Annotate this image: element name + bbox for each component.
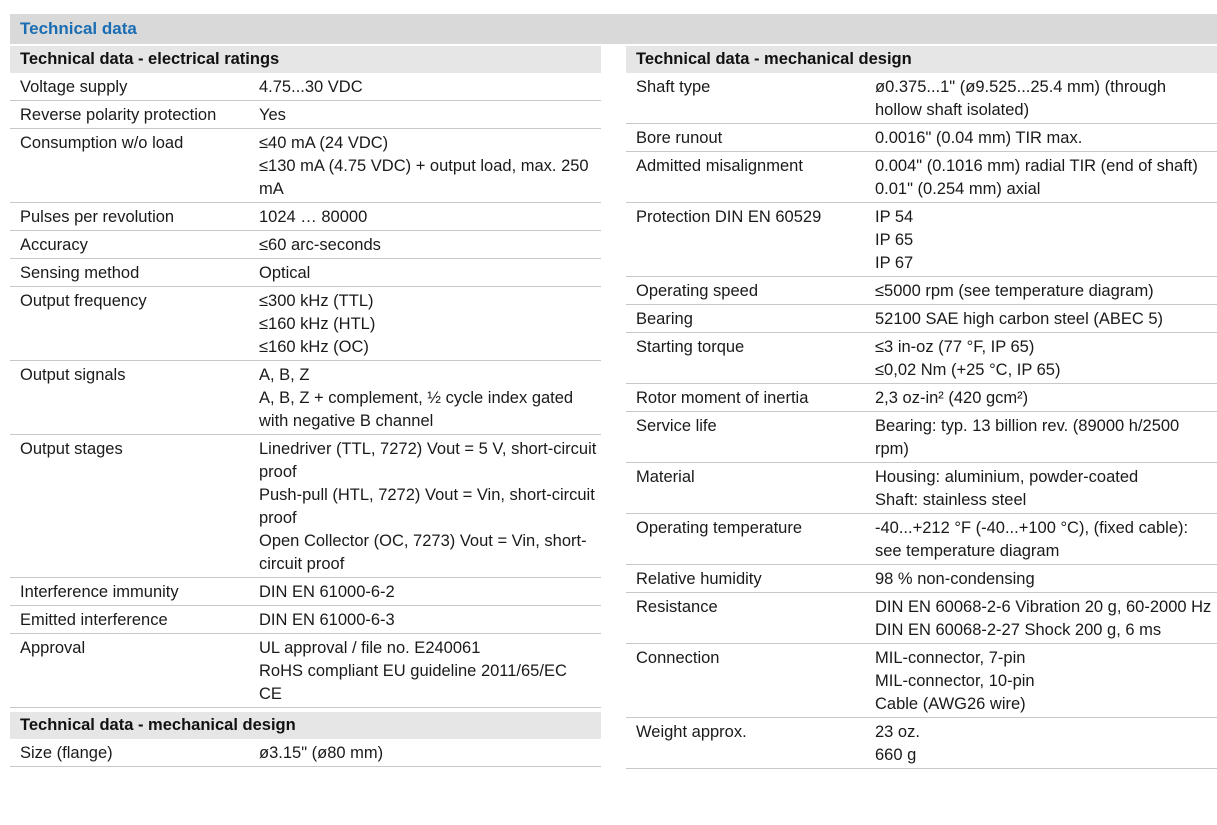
spec-label: Material <box>636 468 695 486</box>
spec-values <box>875 155 1217 201</box>
spec-row <box>626 565 1217 593</box>
spec-row <box>10 73 601 101</box>
spec-label: Voltage supply <box>20 78 128 96</box>
spec-label: Interference immunity <box>20 583 179 601</box>
spec-label: Bore runout <box>636 129 723 147</box>
spec-row <box>10 606 601 634</box>
spec-value: RoHS compliant EU guideline 2011/65/EC <box>259 662 567 680</box>
spec-row <box>10 101 601 129</box>
spec-row <box>10 203 601 231</box>
section-title-electrical: Technical data - electrical ratings <box>10 46 601 73</box>
spec-label: Approval <box>20 639 86 657</box>
spec-value: 52100 SAE high carbon steel (ABEC 5) <box>875 310 1164 328</box>
spec-values <box>875 206 1217 275</box>
spec-value: Linedriver (TTL, 7272) Vout = 5 V, short-circuit proof <box>259 440 597 481</box>
spec-value: ≤40 mA (24 VDC) <box>259 134 389 152</box>
spec-values <box>875 517 1217 563</box>
spec-row <box>626 305 1217 333</box>
spec-values <box>875 647 1217 716</box>
spec-row <box>10 578 601 606</box>
spec-label: Protection DIN EN 60529 <box>636 208 822 226</box>
spec-values <box>875 415 1217 461</box>
spec-values <box>875 308 1217 331</box>
spec-label: Output frequency <box>20 292 147 310</box>
spec-value: DIN EN 61000-6-2 <box>259 583 395 601</box>
spec-row <box>626 333 1217 384</box>
spec-row <box>626 718 1217 769</box>
spec-label: Output signals <box>20 366 126 384</box>
spec-row <box>626 124 1217 152</box>
spec-value: 0.004" (0.1016 mm) radial TIR (end of shaft) <box>875 157 1198 175</box>
spec-row <box>626 384 1217 412</box>
spec-value: Housing: aluminium, powder-coated <box>875 468 1139 486</box>
spec-value: DIN EN 60068-2-6 Vibration 20 g, 60-2000 Hz <box>875 598 1212 616</box>
spec-label: Bearing <box>636 310 693 328</box>
page-header <box>10 14 1217 44</box>
spec-label: Connection <box>636 649 720 667</box>
spec-value: 0.0016" (0.04 mm) TIR max. <box>875 129 1083 147</box>
spec-value: 0.01" (0.254 mm) axial <box>875 180 1041 198</box>
spec-values <box>259 132 601 201</box>
spec-value: 23 oz. <box>875 723 920 741</box>
spec-values <box>259 742 601 765</box>
spec-label: Emitted interference <box>20 611 168 629</box>
spec-row <box>626 593 1217 644</box>
spec-values <box>875 466 1217 512</box>
page-title: Technical data <box>20 19 137 38</box>
spec-row <box>10 739 601 767</box>
spec-values <box>875 568 1217 591</box>
spec-value: 2,3 oz-in² (420 gcm²) <box>875 389 1029 407</box>
spec-values <box>875 127 1217 150</box>
spec-value: 660 g <box>875 746 917 764</box>
spec-value: A, B, Z <box>259 366 310 384</box>
spec-label: Admitted misalignment <box>636 157 803 175</box>
spec-label: Accuracy <box>20 236 88 254</box>
spec-values <box>259 262 601 285</box>
spec-row <box>10 231 601 259</box>
spec-label: Rotor moment of inertia <box>636 389 809 407</box>
section-title-mechanical-right: Technical data - mechanical design <box>626 46 1217 73</box>
spec-value: MIL-connector, 7-pin <box>875 649 1026 667</box>
spec-value: Optical <box>259 264 311 282</box>
spec-label: Consumption w/o load <box>20 134 184 152</box>
mechanical-table-left <box>10 739 601 767</box>
spec-values <box>875 721 1217 767</box>
spec-label: Relative humidity <box>636 570 762 588</box>
spec-label: Shaft type <box>636 78 711 96</box>
spec-row <box>626 277 1217 305</box>
spec-value: Open Collector (OC, 7273) Vout = Vin, short-circuit proof <box>259 532 587 573</box>
spec-row <box>626 514 1217 565</box>
spec-values <box>259 637 601 706</box>
spec-value: Cable (AWG26 wire) <box>875 695 1026 713</box>
spec-value: IP 65 <box>875 231 914 249</box>
spec-values <box>875 76 1217 122</box>
spec-row <box>10 634 601 708</box>
spec-label: Sensing method <box>20 264 140 282</box>
spec-label: Operating temperature <box>636 519 803 537</box>
spec-value: 98 % non-condensing <box>875 570 1035 588</box>
spec-values <box>259 206 601 229</box>
spec-row <box>10 361 601 435</box>
spec-label: Output stages <box>20 440 123 458</box>
spec-label: Starting torque <box>636 338 745 356</box>
spec-value: ≤5000 rpm (see temperature diagram) <box>875 282 1154 300</box>
spec-value: Bearing: typ. 13 billion rev. (89000 h/2500 rpm) <box>875 417 1180 458</box>
spec-value: IP 54 <box>875 208 914 226</box>
spec-value: CE <box>259 685 282 703</box>
spec-row <box>626 203 1217 277</box>
spec-value: Push-pull (HTL, 7272) Vout = Vin, short-circuit proof <box>259 486 595 527</box>
spec-label: Service life <box>636 417 717 435</box>
spec-row <box>10 435 601 578</box>
spec-label: Pulses per revolution <box>20 208 175 226</box>
spec-value: ≤300 kHz (TTL) <box>259 292 374 310</box>
spec-value: 1024 … 80000 <box>259 208 368 226</box>
spec-value: ø3.15" (ø80 mm) <box>259 744 384 762</box>
spec-values <box>259 104 601 127</box>
spec-value: ≤60 arc-seconds <box>259 236 381 254</box>
electrical-table <box>10 73 601 708</box>
spec-values <box>259 581 601 604</box>
spec-row <box>626 152 1217 203</box>
spec-row <box>10 129 601 203</box>
spec-values <box>259 438 601 576</box>
spec-values <box>259 290 601 359</box>
spec-values <box>259 609 601 632</box>
spec-value: ≤130 mA (4.75 VDC) + output load, max. 250 mA <box>259 157 589 198</box>
spec-row <box>626 463 1217 514</box>
spec-value: UL approval / file no. E240061 <box>259 639 481 657</box>
spec-label: Operating speed <box>636 282 759 300</box>
spec-row <box>626 644 1217 718</box>
spec-value: Yes <box>259 106 286 124</box>
spec-value: 4.75...30 VDC <box>259 78 363 96</box>
spec-values <box>875 596 1217 642</box>
spec-label: Reverse polarity protection <box>20 106 217 124</box>
spec-value: DIN EN 60068-2-27 Shock 200 g, 6 ms <box>875 621 1162 639</box>
spec-values <box>259 364 601 433</box>
spec-value: DIN EN 61000-6-3 <box>259 611 395 629</box>
spec-value: ≤3 in-oz (77 °F, IP 65) <box>875 338 1035 356</box>
section-title-mechanical-left: Technical data - mechanical design <box>10 712 601 739</box>
spec-value: ≤160 kHz (HTL) <box>259 315 376 333</box>
spec-row <box>10 287 601 361</box>
right-column <box>626 46 1217 769</box>
mechanical-table-right <box>626 73 1217 769</box>
spec-value: IP 67 <box>875 254 914 272</box>
spec-value: Shaft: stainless steel <box>875 491 1027 509</box>
spec-value: ≤0,02 Nm (+25 °C, IP 65) <box>875 361 1061 379</box>
spec-values <box>875 387 1217 410</box>
spec-values <box>259 76 601 99</box>
spec-values <box>875 336 1217 382</box>
spec-value: -40...+212 °F (-40...+100 °C), (fixed cable): see temperature diagram <box>875 519 1189 560</box>
spec-value: ≤160 kHz (OC) <box>259 338 369 356</box>
spec-value: A, B, Z + complement, ½ cycle index gated with negative B channel <box>259 389 574 430</box>
spec-row <box>626 73 1217 124</box>
spec-row <box>10 259 601 287</box>
spec-value: ø0.375...1" (ø9.525...25.4 mm) (through hollow shaft isolated) <box>875 78 1167 119</box>
spec-label: Weight approx. <box>636 723 747 741</box>
left-column <box>10 46 601 767</box>
spec-label: Resistance <box>636 598 718 616</box>
spec-values <box>259 234 601 257</box>
spec-row <box>626 412 1217 463</box>
spec-values <box>875 280 1217 303</box>
spec-value: MIL-connector, 10-pin <box>875 672 1035 690</box>
spec-label: Size (flange) <box>20 744 113 762</box>
